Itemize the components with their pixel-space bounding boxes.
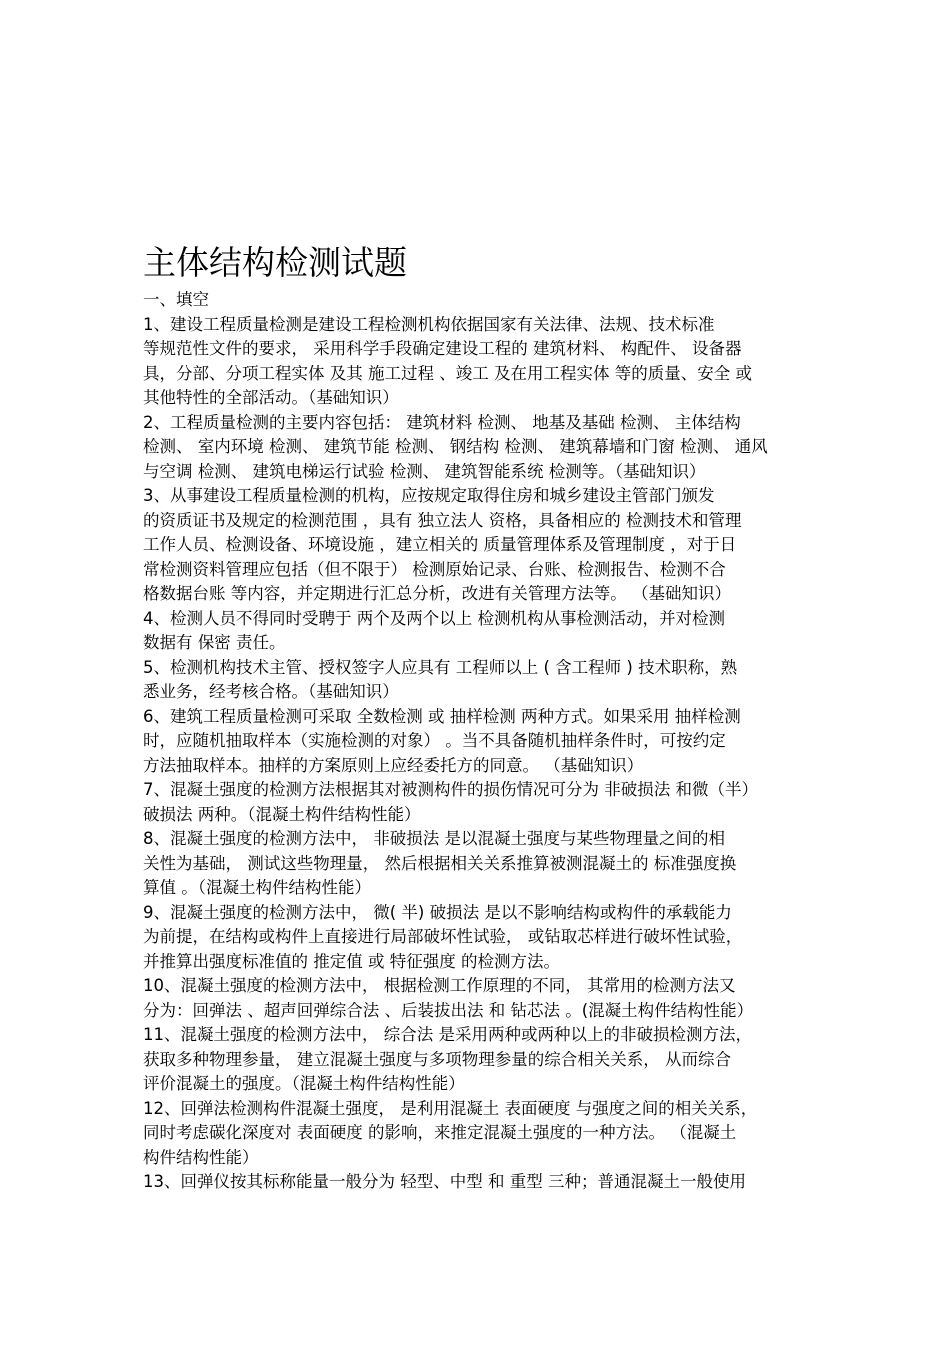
question-line: 9、混凝土强度的检测方法中， 微( 半) 破损法 是以不影响结构或构件的承载能力 xyxy=(143,902,732,922)
question-line: 13、回弹仪按其标称能量一般分为 轻型、中型 和 重型 三种；普通混凝土一般使用 xyxy=(143,1172,746,1191)
question-line: 具，分部、分项工程实体 及其 施工过程 、竣工 及在用工程实体 等的质量、安全 或 xyxy=(143,363,752,383)
question-item xyxy=(143,974,815,1023)
question-line: 其他特性的全部活动。（基础知识） xyxy=(143,388,399,407)
question-line: 2、工程质量检测的主要内容包括： 建筑材料 检测、 地基及基础 检测、 主体结构 xyxy=(143,412,741,432)
question-line: 4、检测人员不得同时受聘于 两个及两个以上 检测机构从事检测活动，并对检测 xyxy=(143,608,725,628)
question-line: 的资质证书及规定的检测范围 ，具有 独立法人 资格，具备相应的 检测技术和管理 xyxy=(143,510,742,530)
question-item xyxy=(143,313,815,411)
question-line: 关性为基础， 测试这些物理量， 然后根据相关关系推算被测混凝土的 标准强度换 xyxy=(143,853,737,873)
question-item xyxy=(143,901,815,975)
question-line: 12、回弹法检测构件混凝土强度， 是利用混凝土 表面硬度 与强度之间的相关关系， xyxy=(143,1098,758,1118)
document-content xyxy=(143,238,815,1195)
question-list xyxy=(143,313,815,1195)
question-line: 获取多种物理参量， 建立混凝土强度与多项物理参量的综合相关关系， 从而综合 xyxy=(143,1049,731,1069)
question-item xyxy=(143,1023,815,1097)
question-item xyxy=(143,484,815,607)
question-line: 算值 。（混凝土构件结构性能） xyxy=(143,878,371,897)
question-line: 方法抽取样本。抽样的方案原则上应经委托方的同意。 （基础知识） xyxy=(143,755,644,775)
document-title: 主体结构检测试题 xyxy=(143,243,407,282)
question-line: 8、混凝土强度的检测方法中， 非破损法 是以混凝土强度与某些物理量之间的相 xyxy=(143,829,725,848)
question-item xyxy=(143,411,815,485)
question-line: 等规范性文件的要求， 采用科学手段确定建设工程的 建筑材料、 构配件、 设备器 xyxy=(143,339,742,358)
question-line: 6、建筑工程质量检测可采取 全数检测 或 抽样检测 两种方式。如果采用 抽样检测 xyxy=(143,706,741,726)
question-line: 为前提，在结构或构件上直接进行局部破坏性试验， 或钻取芯样进行破坏性试验， xyxy=(143,927,743,946)
question-line: 3、从事建设工程质量检测的机构，应按规定取得住房和城乡建设主管部门颁发 xyxy=(143,486,715,505)
question-line: 10、混凝土强度的检测方法中， 根据检测工作原理的不同， 其常用的检测方法又 xyxy=(143,976,736,995)
question-item xyxy=(143,827,815,901)
section-heading: 一、填空 xyxy=(143,290,209,309)
question-line: 5、检测机构技术主管、授权签字人应具有 工程师以上 ( 含工程师 ) 技术职称，熟 xyxy=(143,657,738,677)
question-line: 破损法 两种。（混凝土构件结构性能） xyxy=(143,804,421,824)
question-line: 检测、 室内环境 检测、 建筑节能 检测、 钢结构 检测、 建筑幕墙和门窗 检测、 通风 xyxy=(143,437,768,456)
question-item xyxy=(143,607,815,656)
question-line: 工作人员、检测设备、环境设施 ，建立相关的 质量管理体系及管理制度 ，对于日 xyxy=(143,535,737,554)
question-item xyxy=(143,1170,815,1195)
question-line: 构件结构性能） xyxy=(143,1147,259,1167)
question-line: 并推算出强度标准值的 推定值 或 特征强度 的检测方法。 xyxy=(143,951,560,971)
question-item xyxy=(143,656,815,705)
question-line: 常检测资料管理应包括（但不限于） 检测原始记录、台账、检测报告、检测不合 xyxy=(143,559,726,579)
question-line: 评价混凝土的强度。（混凝土构件结构性能） xyxy=(143,1074,465,1093)
question-line: 悉业务，经考核合格。（基础知识） xyxy=(143,682,399,701)
question-item xyxy=(143,1097,815,1171)
question-line: 格数据台账 等内容，并定期进行汇总分析，改进有关管理方法等。 （基础知识） xyxy=(143,584,731,603)
question-line: 1、建设工程质量检测是建设工程检测机构依据国家有关法律、法规、技术标准 xyxy=(143,314,715,334)
question-line: 与空调 检测、 建筑电梯运行试验 检测、 建筑智能系统 检测等。（基础知识） xyxy=(143,461,706,481)
question-line: 分为：回弹法 、超声回弹综合法 、后装拔出法 和 钻芯法 。(混凝土构件结构性能） xyxy=(143,1000,754,1020)
question-line: 7、混凝土强度的检测方法根据其对被测构件的损伤情况可分为 非破损法 和微（半） xyxy=(143,780,758,799)
question-line: 数据有 保密 责任。 xyxy=(143,633,286,652)
question-item xyxy=(143,778,815,827)
question-line: 同时考虑碳化深度对 表面硬度 的影响，来推定混凝土强度的一种方法。 （混凝土 xyxy=(143,1123,737,1142)
question-item xyxy=(143,705,815,779)
question-line: 时，应随机抽取样本（实施检测的对象） 。当不具备随机抽样条件时，可按约定 xyxy=(143,731,726,750)
question-line: 11、混凝土强度的检测方法中， 综合法 是采用两种或两种以上的非破损检测方法， xyxy=(143,1025,752,1044)
